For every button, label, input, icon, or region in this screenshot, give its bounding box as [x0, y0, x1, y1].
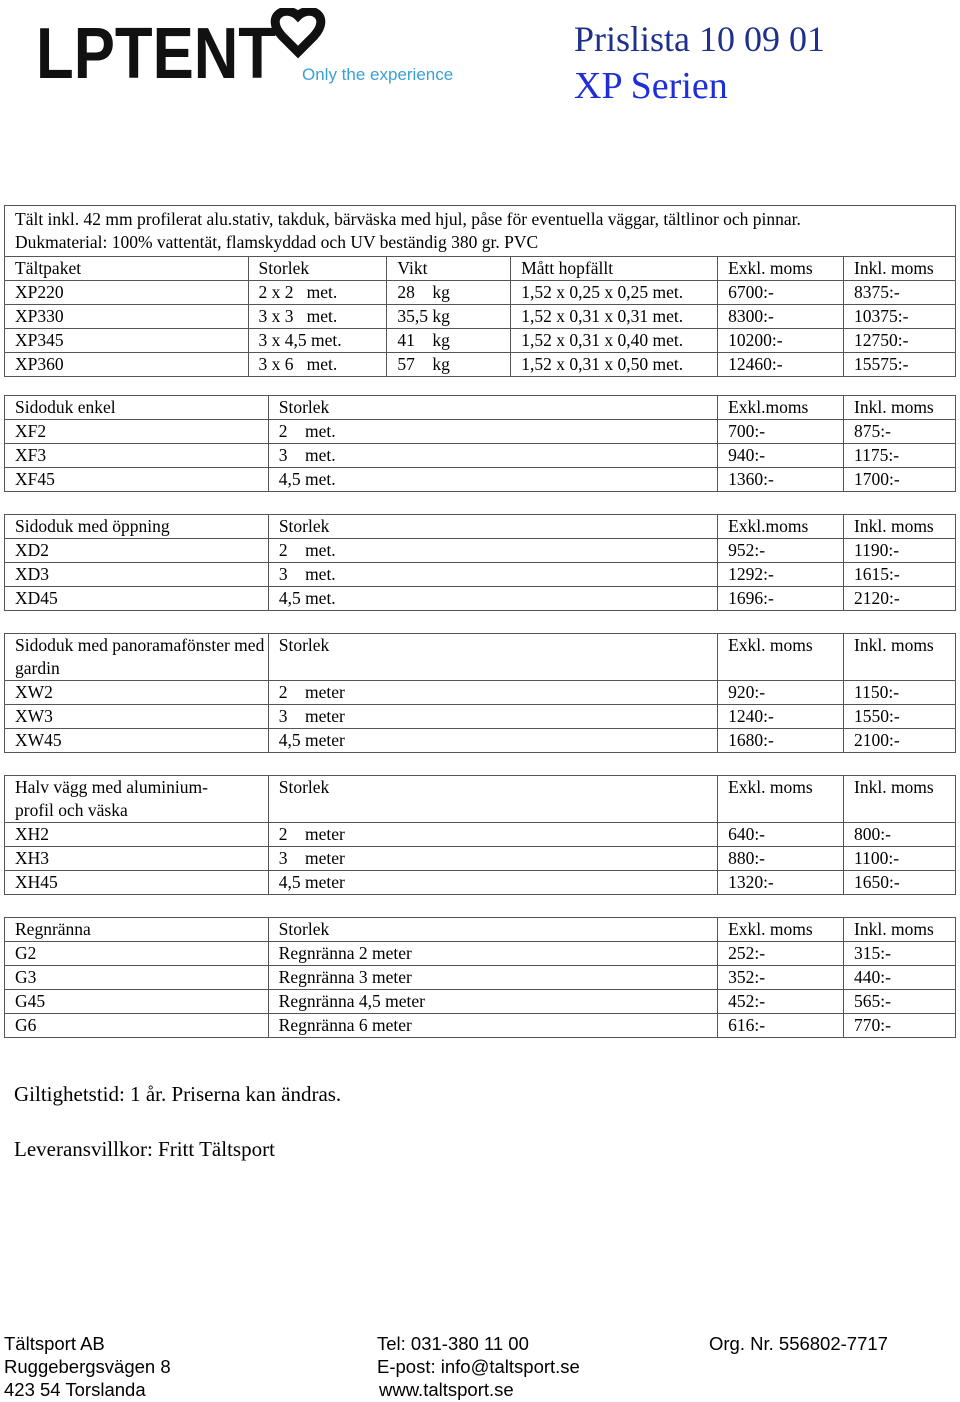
product-code: XW2: [5, 681, 269, 705]
table-row: [5, 823, 956, 847]
table-row: [5, 420, 956, 444]
price-incl-cell: 1100:-: [844, 847, 956, 871]
price-incl-cell: 770:-: [844, 1014, 956, 1038]
product-code: XW3: [5, 705, 269, 729]
half-wall-table: [4, 775, 956, 895]
product-code: XH45: [5, 871, 269, 895]
intro-row: [5, 206, 956, 257]
product-code: XF3: [5, 444, 269, 468]
column-header: Mått hopfällt: [511, 257, 718, 281]
product-code: XD3: [5, 563, 269, 587]
table-row: [5, 1014, 956, 1038]
price-excl-cell: 952:-: [718, 539, 844, 563]
weight-cell: 57 kg: [387, 353, 511, 377]
size-cell: 2 met.: [268, 539, 717, 563]
product-code: G2: [5, 942, 269, 966]
column-header: Exkl. moms: [718, 634, 844, 681]
table-row: [5, 990, 956, 1014]
size-cell: 3 x 6 met.: [248, 353, 387, 377]
price-excl-cell: 700:-: [718, 420, 844, 444]
weight-cell: 28 kg: [387, 281, 511, 305]
price-excl-cell: 1320:-: [718, 871, 844, 895]
column-header: Exkl.moms: [718, 396, 844, 420]
size-cell: 4,5 met.: [268, 468, 717, 492]
column-header: Storlek: [268, 396, 717, 420]
weight-cell: 35,5 kg: [387, 305, 511, 329]
validity-note: Giltighetstid: 1 år. Priserna kan ändras.: [14, 1082, 342, 1106]
size-cell: 2 meter: [268, 823, 717, 847]
column-header: Tältpaket: [5, 257, 249, 281]
gutter-table: [4, 917, 956, 1038]
table-row: [5, 539, 956, 563]
table-row: [5, 681, 956, 705]
column-header: Exkl. moms: [718, 257, 844, 281]
price-incl-cell: 8375:-: [844, 281, 956, 305]
price-excl-cell: 920:-: [718, 681, 844, 705]
product-code: XF2: [5, 420, 269, 444]
column-header: Inkl. moms: [844, 396, 956, 420]
column-header: Vikt: [387, 257, 511, 281]
price-excl-cell: 252:-: [718, 942, 844, 966]
product-code: XD45: [5, 587, 269, 611]
size-cell: 2 meter: [268, 681, 717, 705]
size-cell: 2 met.: [268, 420, 717, 444]
price-excl-cell: 12460:-: [718, 353, 844, 377]
product-code: XD2: [5, 539, 269, 563]
table-header-row: [5, 634, 956, 681]
column-header: Inkl. moms: [844, 918, 956, 942]
column-header: Inkl. moms: [844, 634, 956, 681]
price-incl-cell: 1550:-: [844, 705, 956, 729]
size-cell: 3 x 4,5 met.: [248, 329, 387, 353]
column-header: Inkl. moms: [844, 257, 956, 281]
table-header-row: [5, 515, 956, 539]
table-row: [5, 305, 956, 329]
table-row: [5, 966, 956, 990]
product-code: G3: [5, 966, 269, 990]
table-row: [5, 847, 956, 871]
column-header: Storlek: [268, 515, 717, 539]
price-incl-cell: 800:-: [844, 823, 956, 847]
product-code: G6: [5, 1014, 269, 1038]
price-excl-cell: 1680:-: [718, 729, 844, 753]
table-row: [5, 942, 956, 966]
table-header-row: [5, 918, 956, 942]
column-header: Sidoduk med panoramafönster med gardin: [5, 634, 269, 681]
column-header: Storlek: [268, 634, 717, 681]
product-code: XP360: [5, 353, 249, 377]
size-cell: 3 x 3 met.: [248, 305, 387, 329]
price-incl-cell: 875:-: [844, 420, 956, 444]
price-excl-cell: 1292:-: [718, 563, 844, 587]
size-cell: 4,5 meter: [268, 871, 717, 895]
table-row: [5, 705, 956, 729]
size-cell: 4,5 met.: [268, 587, 717, 611]
size-cell: 4,5 meter: [268, 729, 717, 753]
size-cell: Regnränna 6 meter: [268, 1014, 717, 1038]
price-incl-cell: 10375:-: [844, 305, 956, 329]
column-header: Exkl.moms: [718, 515, 844, 539]
product-code: XH3: [5, 847, 269, 871]
table-header-row: [5, 257, 956, 281]
product-code: G45: [5, 990, 269, 1014]
table-row: [5, 729, 956, 753]
size-cell: Regnränna 4,5 meter: [268, 990, 717, 1014]
column-header: Inkl. moms: [844, 776, 956, 823]
size-cell: 2 x 2 met.: [248, 281, 387, 305]
price-excl-cell: 10200:-: [718, 329, 844, 353]
table-row: [5, 281, 956, 305]
page-subtitle: XP Serien: [574, 65, 728, 107]
size-cell: 3 met.: [268, 563, 717, 587]
footer-org-number: Org. Nr. 556802-7717: [709, 1333, 888, 1354]
size-cell: 3 meter: [268, 847, 717, 871]
table-row: [5, 871, 956, 895]
footer-company: Tältsport AB: [4, 1333, 105, 1354]
table-header-row: [5, 776, 956, 823]
footer-email: E-post: info@taltsport.se: [377, 1356, 580, 1377]
price-incl-cell: 12750:-: [844, 329, 956, 353]
price-incl-cell: 2120:-: [844, 587, 956, 611]
price-incl-cell: 565:-: [844, 990, 956, 1014]
price-excl-cell: 640:-: [718, 823, 844, 847]
folded-size-cell: 1,52 x 0,25 x 0,25 met.: [511, 281, 718, 305]
price-incl-cell: 315:-: [844, 942, 956, 966]
column-header: Sidoduk med öppning: [5, 515, 269, 539]
product-code: XW45: [5, 729, 269, 753]
table-row: [5, 444, 956, 468]
product-code: XP220: [5, 281, 249, 305]
logo-wordmark: LPTENT: [36, 14, 277, 88]
price-excl-cell: 1360:-: [718, 468, 844, 492]
table-row: [5, 329, 956, 353]
price-incl-cell: 15575:-: [844, 353, 956, 377]
intro-line-1: Tält inkl. 42 mm profilerat alu.stativ, takduk, bärväska med hjul, påse för eventuella väggar, tältlinor och pinnar.: [15, 209, 801, 229]
column-header: Halv vägg med aluminium-profil och väska: [5, 776, 269, 823]
weight-cell: 41 kg: [387, 329, 511, 353]
product-code: XH2: [5, 823, 269, 847]
table-row: [5, 563, 956, 587]
price-incl-cell: 2100:-: [844, 729, 956, 753]
price-excl-cell: 616:-: [718, 1014, 844, 1038]
size-cell: Regnränna 2 meter: [268, 942, 717, 966]
column-header: Exkl. moms: [718, 776, 844, 823]
column-header: Inkl. moms: [844, 515, 956, 539]
table-row: [5, 353, 956, 377]
side-opening-table: [4, 514, 956, 611]
footer-phone: Tel: 031-380 11 00: [377, 1333, 529, 1354]
product-code: XP330: [5, 305, 249, 329]
footer-city: 423 54 Torslanda: [4, 1379, 146, 1400]
table-row: [5, 468, 956, 492]
table-row: [5, 587, 956, 611]
folded-size-cell: 1,52 x 0,31 x 0,50 met.: [511, 353, 718, 377]
column-header: Storlek: [248, 257, 387, 281]
column-header: Exkl. moms: [718, 918, 844, 942]
intro-line-2: Dukmaterial: 100% vattentät, flamskyddad och UV beständig 380 gr. PVC: [15, 232, 539, 252]
size-cell: 3 met.: [268, 444, 717, 468]
price-excl-cell: 452:-: [718, 990, 844, 1014]
size-cell: 3 meter: [268, 705, 717, 729]
price-incl-cell: 1150:-: [844, 681, 956, 705]
intro-text: [5, 206, 956, 257]
column-header: Regnränna: [5, 918, 269, 942]
side-single-table: [4, 395, 956, 492]
product-code: XF45: [5, 468, 269, 492]
footer-website-link[interactable]: www.taltsport.se: [379, 1379, 514, 1400]
footer-street: Ruggebergsvägen 8: [4, 1356, 171, 1377]
column-header: Sidoduk enkel: [5, 396, 269, 420]
column-header: Storlek: [268, 776, 717, 823]
folded-size-cell: 1,52 x 0,31 x 0,40 met.: [511, 329, 718, 353]
price-excl-cell: 880:-: [718, 847, 844, 871]
table-header-row: [5, 396, 956, 420]
price-excl-cell: 8300:-: [718, 305, 844, 329]
price-excl-cell: 1696:-: [718, 587, 844, 611]
price-incl-cell: 1175:-: [844, 444, 956, 468]
price-excl-cell: 352:-: [718, 966, 844, 990]
column-header: Storlek: [268, 918, 717, 942]
side-window-table: [4, 633, 956, 753]
price-excl-cell: 6700:-: [718, 281, 844, 305]
delivery-note: Leveransvillkor: Fritt Tältsport: [14, 1137, 275, 1161]
page-title: Prislista 10 09 01: [574, 19, 826, 59]
tent-price-table: [4, 205, 956, 377]
logo-heart-icon: [275, 11, 321, 52]
size-cell: Regnränna 3 meter: [268, 966, 717, 990]
logo-tagline: Only the experience: [302, 65, 454, 84]
price-incl-cell: 1700:-: [844, 468, 956, 492]
price-incl-cell: 1615:-: [844, 563, 956, 587]
price-incl-cell: 1190:-: [844, 539, 956, 563]
price-excl-cell: 1240:-: [718, 705, 844, 729]
price-incl-cell: 440:-: [844, 966, 956, 990]
folded-size-cell: 1,52 x 0,31 x 0,31 met.: [511, 305, 718, 329]
company-logo: [36, 8, 456, 88]
price-excl-cell: 940:-: [718, 444, 844, 468]
price-incl-cell: 1650:-: [844, 871, 956, 895]
product-code: XP345: [5, 329, 249, 353]
